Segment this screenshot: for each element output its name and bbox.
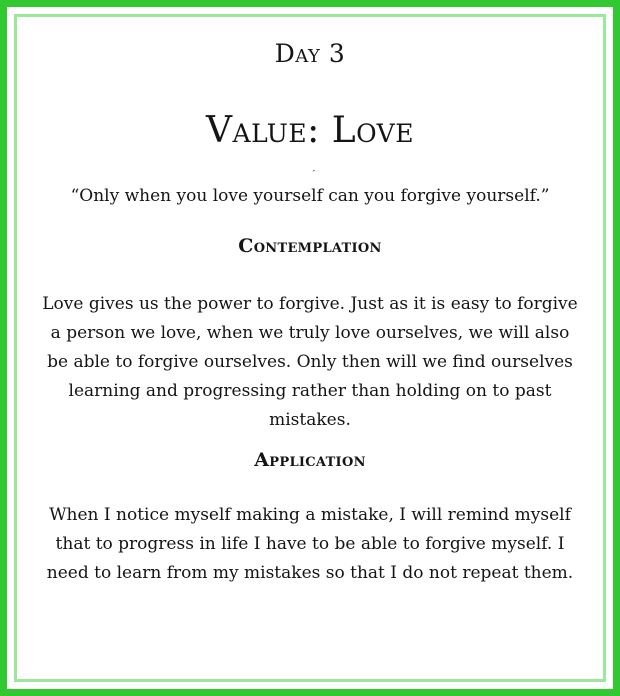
application-heading: Application bbox=[254, 449, 366, 471]
contemplation-paragraph: Love gives us the power to forgive. Just as it is easy to forgive a person we love, when we truly love ourselves, we will also be able to forgive ourselves. Only then will we find ourselves learning and progressing rather than holding on to past mistakes. bbox=[42, 294, 578, 430]
quote-text: “Only when you love yourself can you forgive yourself.” bbox=[70, 186, 550, 206]
page-content bbox=[19, 7, 601, 689]
stray-mark: ˏ bbox=[312, 159, 316, 172]
value-title: Value: Love bbox=[206, 110, 414, 151]
contemplation-heading: Contemplation bbox=[238, 235, 382, 257]
application-paragraph: When I notice myself making a mistake, I will remind myself that to progress in life I have to be able to forgive myself. I need to learn from my mistakes so that I do not repeat them. bbox=[46, 505, 574, 583]
day-title: Day 3 bbox=[274, 39, 346, 68]
